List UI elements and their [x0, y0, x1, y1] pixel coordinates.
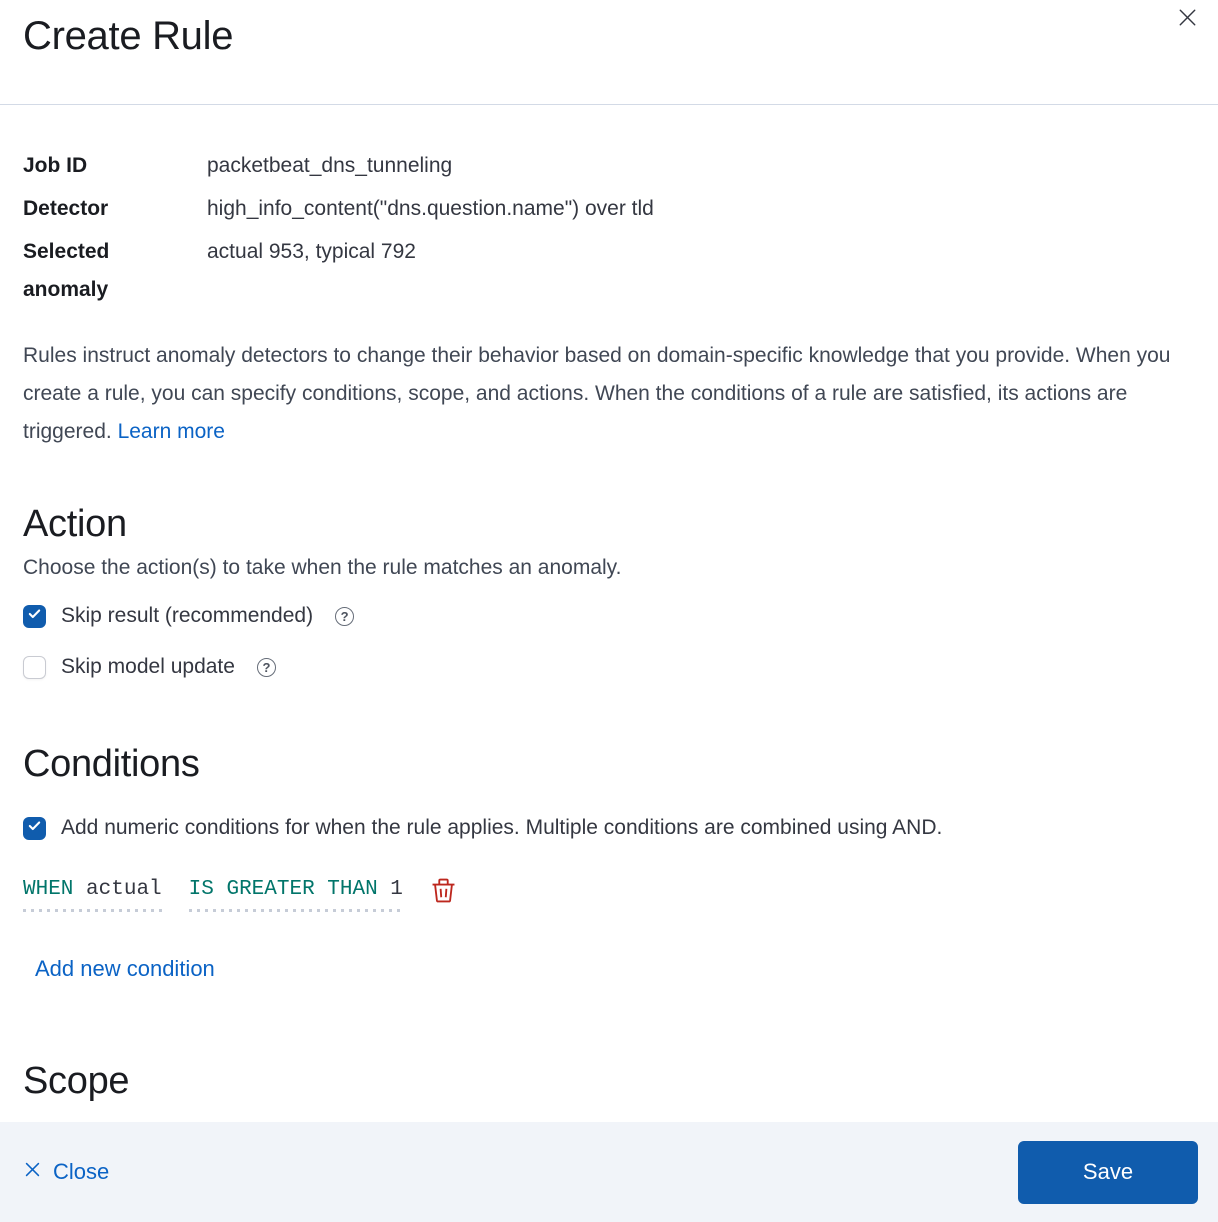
- condition-expression-row: [23, 876, 1194, 912]
- footer-close-label: Close: [53, 1159, 110, 1184]
- when-value: [73, 878, 86, 901]
- condition-operator-expression[interactable]: [189, 876, 403, 912]
- selected-anomaly-value: actual 953, typical 792: [207, 240, 416, 263]
- job-id-label: Job ID: [23, 154, 88, 177]
- rules-description: [23, 337, 1188, 451]
- trash-icon: [430, 892, 457, 907]
- conditions-section-title: Conditions: [23, 743, 200, 785]
- rules-description-text: Rules instruct anomaly detectors to change their behavior based on domain-specific knowledge that you provide. When you create a rule, you can specify conditions, scope, and actions. When the conditions of a rule are satisfied, its actions are triggered.: [23, 344, 1171, 443]
- learn-more-link[interactable]: Learn more: [117, 420, 225, 443]
- conditions-enable-label: Add numeric conditions for when the rule applies. Multiple conditions are combined using AND.: [61, 816, 943, 839]
- skip-result-help-icon[interactable]: ?: [335, 607, 354, 626]
- selected-anomaly-label: Selected anomaly: [23, 240, 110, 301]
- skip-model-update-checkbox-row[interactable]: [23, 655, 1194, 679]
- close-icon: [1177, 7, 1198, 31]
- delete-condition-button[interactable]: [430, 877, 457, 907]
- condition-when-expression[interactable]: [23, 876, 162, 912]
- flyout-footer: [0, 1122, 1218, 1222]
- action-checkbox-group: [23, 604, 1194, 679]
- when-value-text: actual: [86, 878, 162, 901]
- action-section-subtitle: Choose the action(s) to take when the rule matches an anomaly.: [23, 556, 622, 579]
- conditions-enable-checkbox[interactable]: [23, 817, 46, 840]
- checkmark-icon: [27, 818, 42, 838]
- skip-result-label: Skip result (recommended): [61, 604, 314, 627]
- skip-model-update-label: Skip model update: [61, 655, 235, 678]
- job-id-value: packetbeat_dns_tunneling: [207, 154, 453, 177]
- checkmark-icon: [27, 606, 42, 626]
- close-flyout-button[interactable]: [1170, 2, 1204, 36]
- flyout-header: [0, 0, 1218, 105]
- page-title: Create Rule: [23, 14, 234, 58]
- save-button[interactable]: Save: [1018, 1141, 1198, 1204]
- skip-model-update-checkbox[interactable]: [23, 656, 46, 679]
- footer-close-button[interactable]: [23, 1159, 109, 1185]
- anomaly-definition-list: [23, 147, 1194, 309]
- detector-value: high_info_content("dns.question.name") over tld: [207, 197, 654, 220]
- action-section-title: Action: [23, 503, 127, 545]
- operator-keyword: IS GREATER THAN: [188, 878, 378, 901]
- scope-section-title: Scope: [23, 1060, 130, 1102]
- skip-model-update-help-icon[interactable]: ?: [257, 658, 276, 677]
- skip-result-checkbox[interactable]: [23, 605, 46, 628]
- skip-result-checkbox-row[interactable]: [23, 604, 1194, 628]
- detector-label: Detector: [23, 197, 109, 220]
- conditions-enable-checkbox-row[interactable]: [23, 816, 1194, 840]
- when-keyword: WHEN: [23, 878, 74, 901]
- flyout-body: [0, 147, 1218, 1103]
- operator-value-text: 1: [390, 878, 403, 901]
- add-new-condition-link[interactable]: Add new condition: [35, 956, 215, 981]
- close-icon: [23, 1159, 42, 1185]
